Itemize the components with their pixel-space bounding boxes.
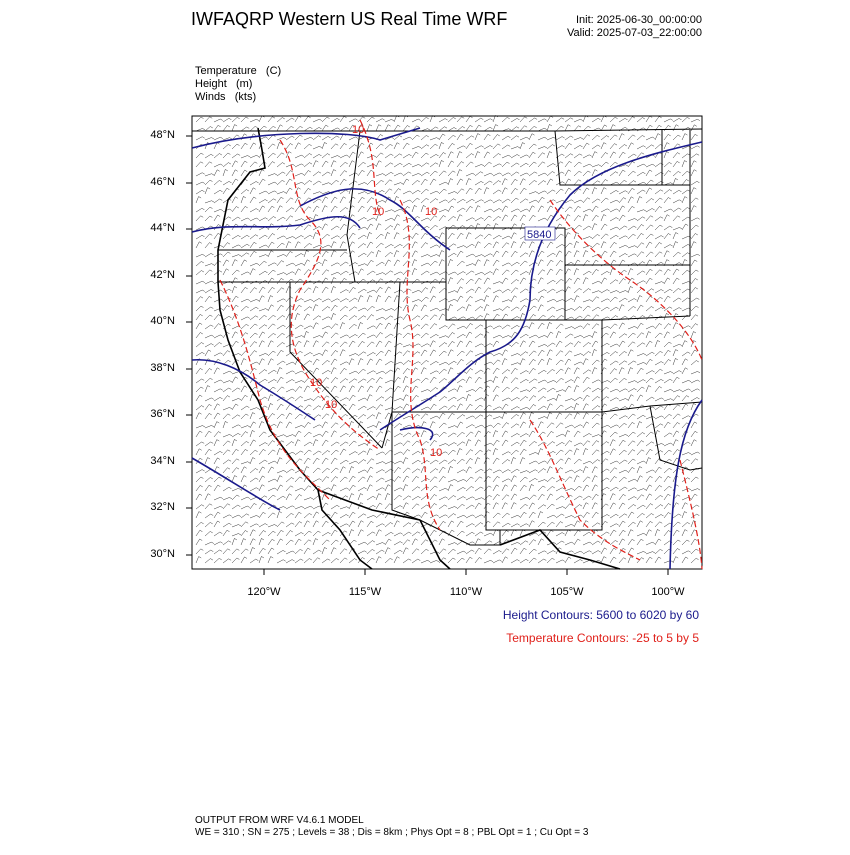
field-winds: Winds (kts) xyxy=(195,91,257,103)
plot-title: IWFAQRP Western US Real Time WRF xyxy=(191,9,508,29)
field-height: Height (m) xyxy=(195,78,253,90)
valid-time: Valid: 2025-07-03_22:00:00 xyxy=(567,27,702,39)
field-temperature: Temperature (C) xyxy=(195,65,282,77)
init-time: Init: 2025-06-30_00:00:00 xyxy=(576,14,702,26)
map-frame xyxy=(192,116,702,569)
